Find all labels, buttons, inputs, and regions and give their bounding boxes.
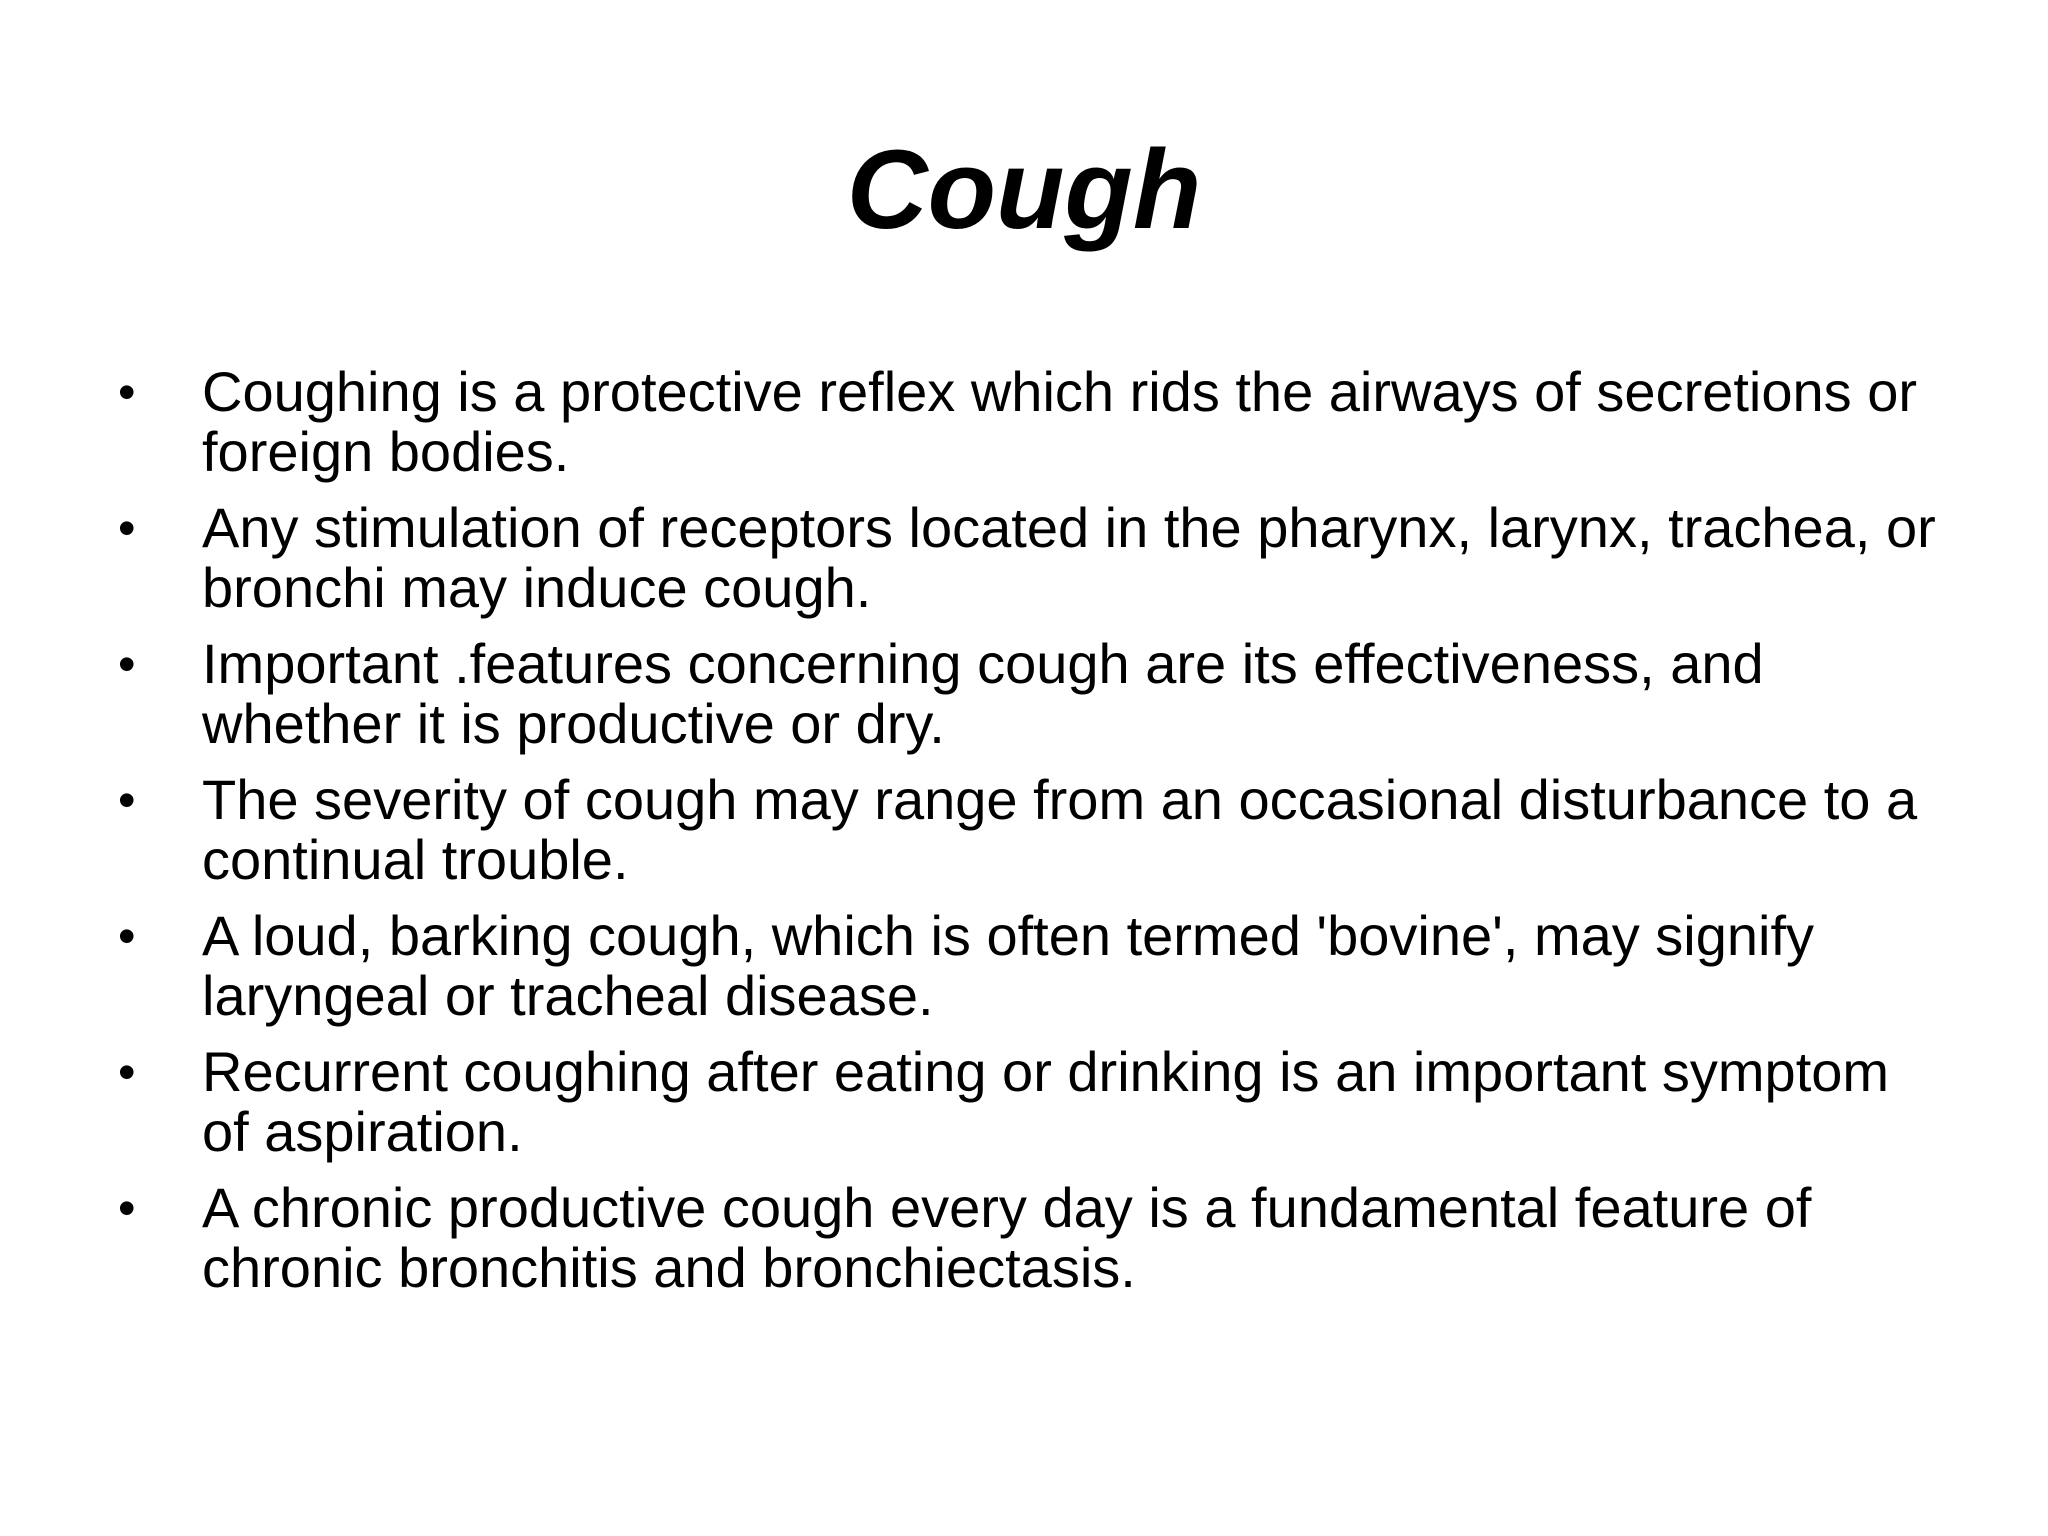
bullet-item [118,634,1948,754]
bullet-icon: • [118,1180,136,1236]
bullet-icon: • [118,500,136,556]
bullet-item [118,1042,1948,1162]
bullet-item [118,906,1948,1026]
bullet-icon: • [118,636,136,692]
bullet-text: Any stimulation of receptors located in the pharynx, larynx, trachea, or bronchi may induce cough. [202,496,1936,619]
bullet-text: Important .features concerning cough are its effectiveness, and whether it is productive or dry. [202,632,1764,755]
bullet-icon: • [118,1044,136,1100]
bullet-icon: • [118,908,136,964]
bullet-text: A chronic productive cough every day is a fundamental feature of chronic bronchitis and bronchiectasis. [202,1176,1812,1299]
bullet-text: Coughing is a protective reflex which rids the airways of secretions or foreign bodies. [202,360,1917,483]
bullet-list [118,362,1948,1314]
bullet-text: Recurrent coughing after eating or drinking is an important symptom of aspiration. [202,1040,1890,1163]
bullet-item [118,498,1948,618]
slide-title: Cough [846,127,1202,252]
bullet-item [118,770,1948,890]
bullet-item [118,1178,1948,1298]
bullet-text: The severity of cough may range from an occasional disturbance to a continual trouble. [202,768,1918,891]
bullet-text: A loud, barking cough, which is often termed 'bovine', may signify laryngeal or tracheal disease. [202,904,1815,1027]
bullet-icon: • [118,772,136,828]
bullet-icon: • [118,364,136,420]
bullet-item [118,362,1948,482]
